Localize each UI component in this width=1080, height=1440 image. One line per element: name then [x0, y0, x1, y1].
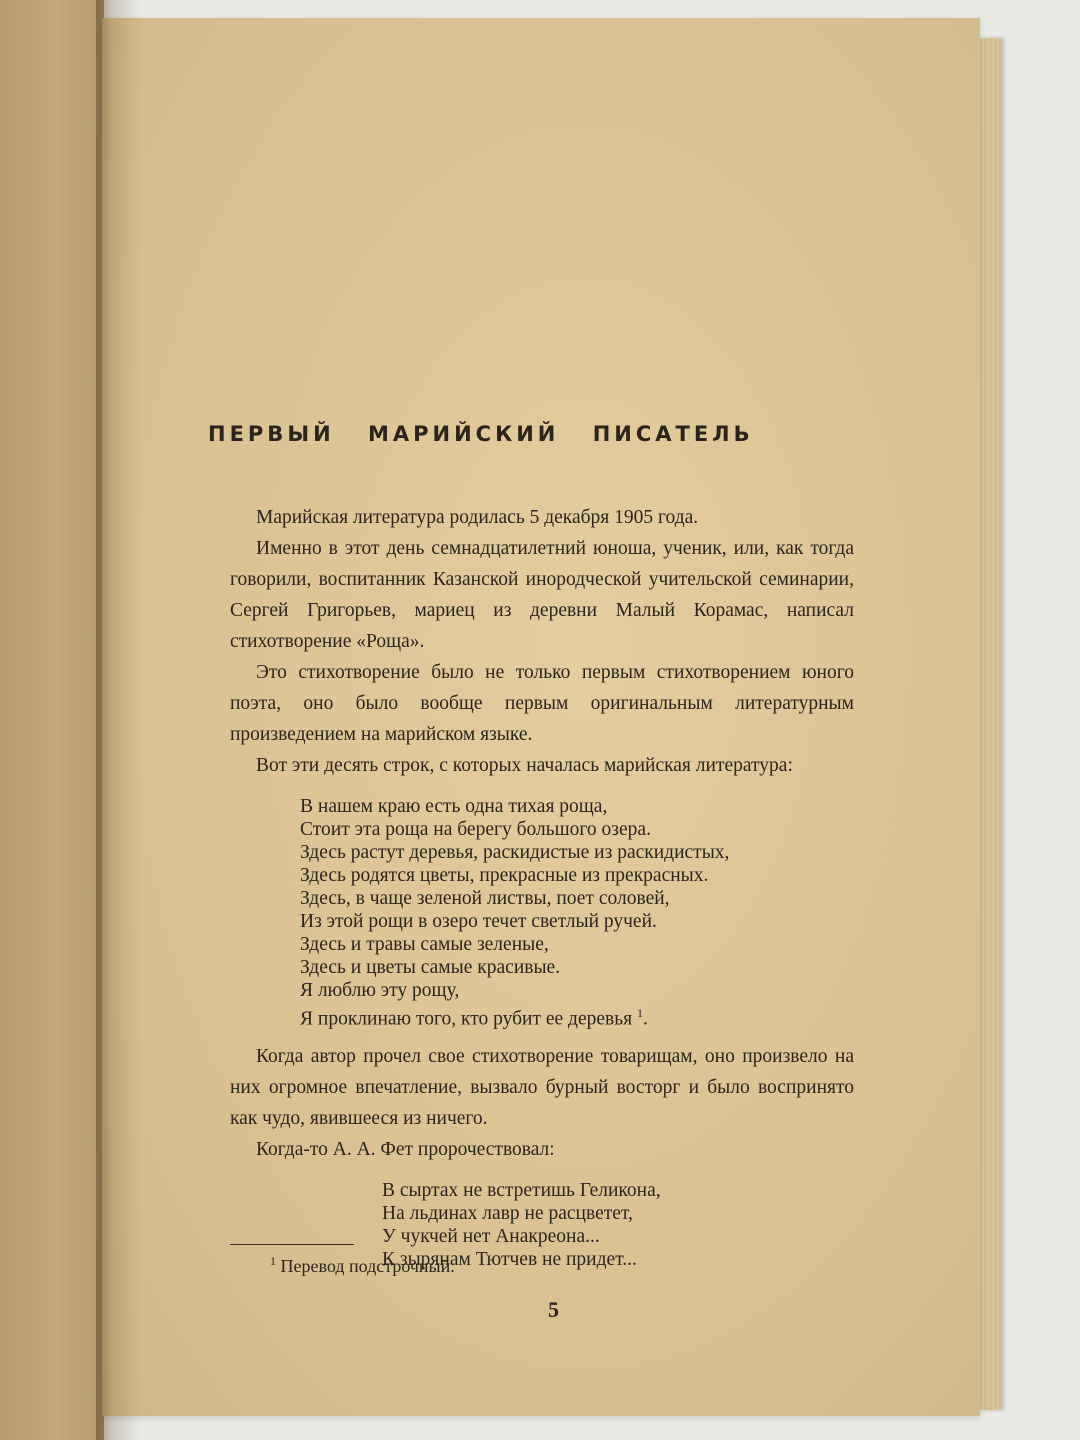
page-number: 5 — [548, 1297, 559, 1322]
poem-line-text: Я проклинаю того, кто рубит ее деревья — [300, 1008, 633, 1030]
paragraph: Именно в этот день семнадцатилетний юноша, ученик, или, как тогда говорили, воспитанник Казанской инородческой учительской семинарии, Сергей Григорьев, мариец из деревни Малый Корамас, написал стихотворение «Роща». — [230, 538, 854, 652]
footnote-marker: 1 — [636, 1006, 643, 1020]
page-stack-edge — [980, 38, 1002, 1410]
poem-roshcha — [300, 795, 854, 1031]
footnote-divider — [230, 1244, 354, 1245]
paragraph: Вот эти десять строк, с которых началась марийская литература: — [256, 755, 793, 776]
chapter-title: ПЕРВЫЙ МАРИЙСКИЙ ПИСАТЕЛЬ — [208, 422, 754, 446]
poem-line: Здесь родятся цветы, прекрасные из прекрасных. — [300, 865, 709, 886]
poem-line: В нашем краю есть одна тихая роща, — [300, 796, 608, 817]
footnote-text: Перевод подстрочный. — [280, 1256, 455, 1276]
footnote-number: 1 — [270, 1254, 276, 1268]
paragraph: Когда автор прочел свое стихотворение товарищам, оно произвело на них огромное впечатление, вызвало бурный восторг и было воспринято как чудо, явившееся из ничего. — [230, 1045, 854, 1129]
poem-line: У чукчей нет Анакреона... — [382, 1225, 600, 1247]
body-text — [230, 502, 854, 1271]
book-gutter-shadow — [96, 0, 140, 1440]
poem-line-last: Я проклинаю того, кто рубит ее деревья $^1$. — [300, 1006, 648, 1030]
poem-line: Я люблю эту рощу, — [300, 980, 460, 1001]
poem-line: На льдинах лавр не расцветет, — [382, 1202, 633, 1224]
poem-line: Здесь и травы самые зеленые, — [300, 934, 549, 955]
poem-line: К зырянам Тютчев не придет... — [382, 1248, 637, 1270]
paragraph: Это стихотворение было не только первым стихотворением юного поэта, оно было вообще первым оригинальным литературным произведением на марийском языке. — [230, 662, 854, 745]
poem-line: Здесь и цветы самые красивые. — [300, 957, 561, 978]
paragraph: Марийская литература родилась 5 декабря 1905 года. — [256, 507, 699, 528]
poem-line: Здесь растут деревья, раскидистые из раскидистых, — [300, 842, 730, 863]
footnote — [270, 1254, 455, 1277]
poem-line: Из этой рощи в озеро течет светлый ручей. — [300, 911, 657, 932]
paragraph: Когда-то А. А. Фет пророчествовал: — [256, 1138, 555, 1160]
book-page — [102, 18, 980, 1416]
poem-line: В сыртах не встретишь Геликона, — [382, 1179, 661, 1201]
poem-line: Здесь, в чаще зеленой листвы, поет соловей, — [300, 888, 670, 909]
poem-line: Стоит эта роща на берегу большого озера. — [300, 819, 651, 840]
left-page-edge — [0, 0, 104, 1440]
